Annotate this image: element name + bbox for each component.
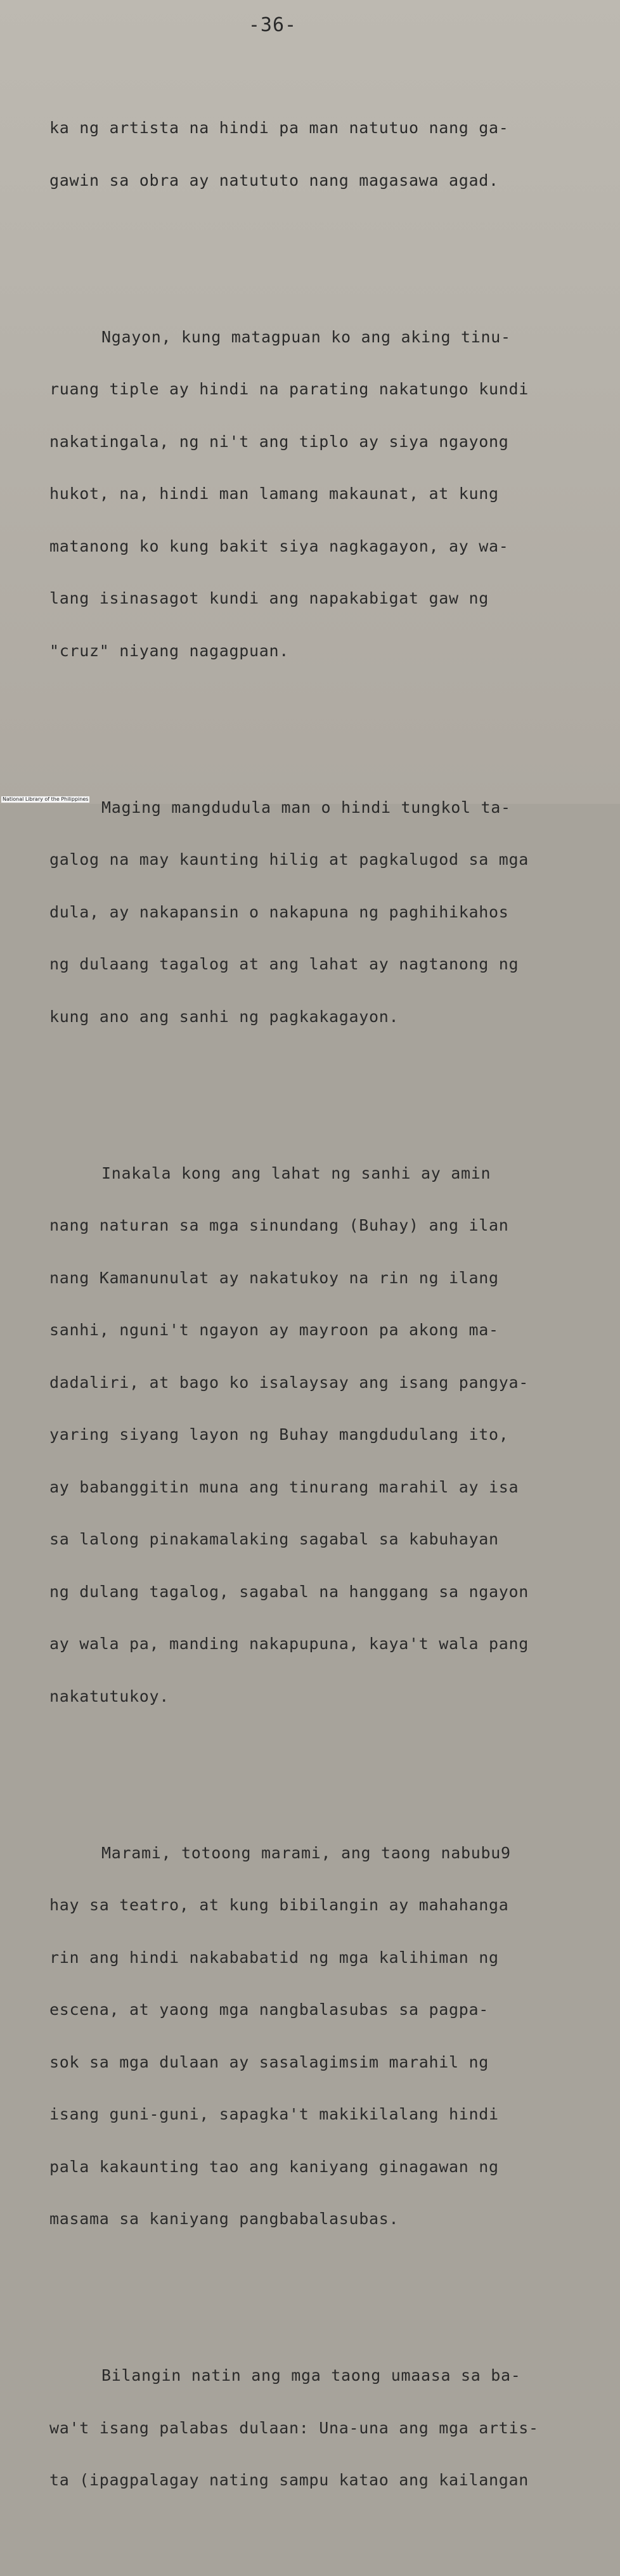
text-line: nang Kamanunulat ay nakatukoy na rin ng ilang bbox=[49, 1268, 499, 1287]
text-line: galog na may kaunting hilig at pagkalugod sa mga bbox=[49, 850, 529, 869]
library-credit-footer: National Library of the Philippines bbox=[3, 796, 89, 802]
text-line: nang naturan sa mga sinundang (Buhay) ang ilan bbox=[49, 1216, 509, 1234]
text-line: Inakala kong ang lahat ng sanhi ay amin bbox=[101, 1163, 491, 1182]
paragraph-ngayon bbox=[49, 294, 569, 695]
text-line: ng dulang tagalog, sagabal na hanggang sa ngayon bbox=[49, 1582, 529, 1601]
text-line: "cruz" niyang nagagpuan. bbox=[49, 641, 290, 660]
paragraph-bilangin bbox=[49, 2332, 569, 2524]
text-line: isang guni-guni, sapagka't makikilalang hindi bbox=[49, 2105, 499, 2123]
typewritten-body bbox=[49, 49, 569, 2576]
text-line: Maging mangdudula man o hindi tungkol ta- bbox=[101, 798, 511, 817]
text-line: wa't isang palabas dulaan: Una-una ang mga artis- bbox=[49, 2418, 539, 2437]
text-line: gawin sa obra ay natututo nang magasawa agad. bbox=[49, 171, 499, 190]
paragraph-maging bbox=[49, 764, 569, 1061]
text-line: sa lalong pinakamalaking sagabal sa kabuhayan bbox=[49, 1530, 499, 1548]
paragraph-marami bbox=[49, 1809, 569, 2263]
text-line: hukot, na, hindi man lamang makaunat, at kung bbox=[49, 484, 499, 503]
page-number: -36- bbox=[248, 14, 297, 36]
text-line: ng dulaang tagalog at ang lahat ay nagtanong ng bbox=[49, 955, 519, 973]
text-line: ay wala pa, manding nakapupuna, kaya't wala pang bbox=[49, 1634, 529, 1653]
text-line: dula, ay nakapansin o nakapuna ng paghihikahos bbox=[49, 902, 509, 921]
text-line: escena, at yaong mga nangbalasubas sa pagpa- bbox=[49, 2000, 489, 2019]
text-line: masama sa kaniyang pangbabalasubas. bbox=[49, 2210, 399, 2228]
text-line: matanong ko kung bakit siya nagkagayon, ay wa- bbox=[49, 536, 509, 555]
text-line: ta (ipagpalagay nating sampu katao ang kailangan bbox=[49, 2471, 529, 2489]
text-line: Bilangin natin ang mga taong umaasa sa ba- bbox=[101, 2366, 521, 2385]
text-line: nakatingala, ng ni't ang tiplo ay siya ngayong bbox=[49, 432, 509, 451]
text-line: Marami, totoong marami, ang taong nabubu9 bbox=[101, 1843, 511, 1862]
text-line: ay babanggitin muna ang tinurang marahil ay isa bbox=[49, 1477, 519, 1496]
text-line: nakatutukoy. bbox=[49, 1686, 170, 1705]
text-line: sanhi, nguni't ngayon ay mayroon pa akong ma- bbox=[49, 1321, 499, 1339]
text-line: sok sa mga dulaan ay sasalagimsim marahil ng bbox=[49, 2052, 489, 2071]
text-line: Ngayon, kung matagpuan ko ang aking tinu- bbox=[101, 327, 511, 346]
text-line: ruang tiple ay hindi na parating nakatungo kundi bbox=[49, 380, 529, 398]
text-line: kung ano ang sanhi ng pagkakagayon. bbox=[49, 1007, 399, 1026]
paragraph-continuation bbox=[49, 84, 569, 224]
text-line: ka ng artista na hindi pa man natutuo nang ga- bbox=[49, 119, 509, 137]
paragraph-inakala bbox=[49, 1130, 569, 1740]
text-line: pala kakaunting tao ang kaniyang ginagawan ng bbox=[49, 2157, 499, 2176]
text-line: dadaliri, at bago ko isalaysay ang isang pangya- bbox=[49, 1373, 529, 1392]
text-line: lang isinasagot kundi ang napakabigat gaw ng bbox=[49, 589, 489, 607]
text-line: hay sa teatro, at kung bibilangin ay mahahanga bbox=[49, 1896, 509, 1914]
text-line: yaring siyang layon ng Buhay mangdudulang ito, bbox=[49, 1425, 509, 1444]
text-line: rin ang hindi nakababatid ng mga kalihiman ng bbox=[49, 1948, 499, 1967]
